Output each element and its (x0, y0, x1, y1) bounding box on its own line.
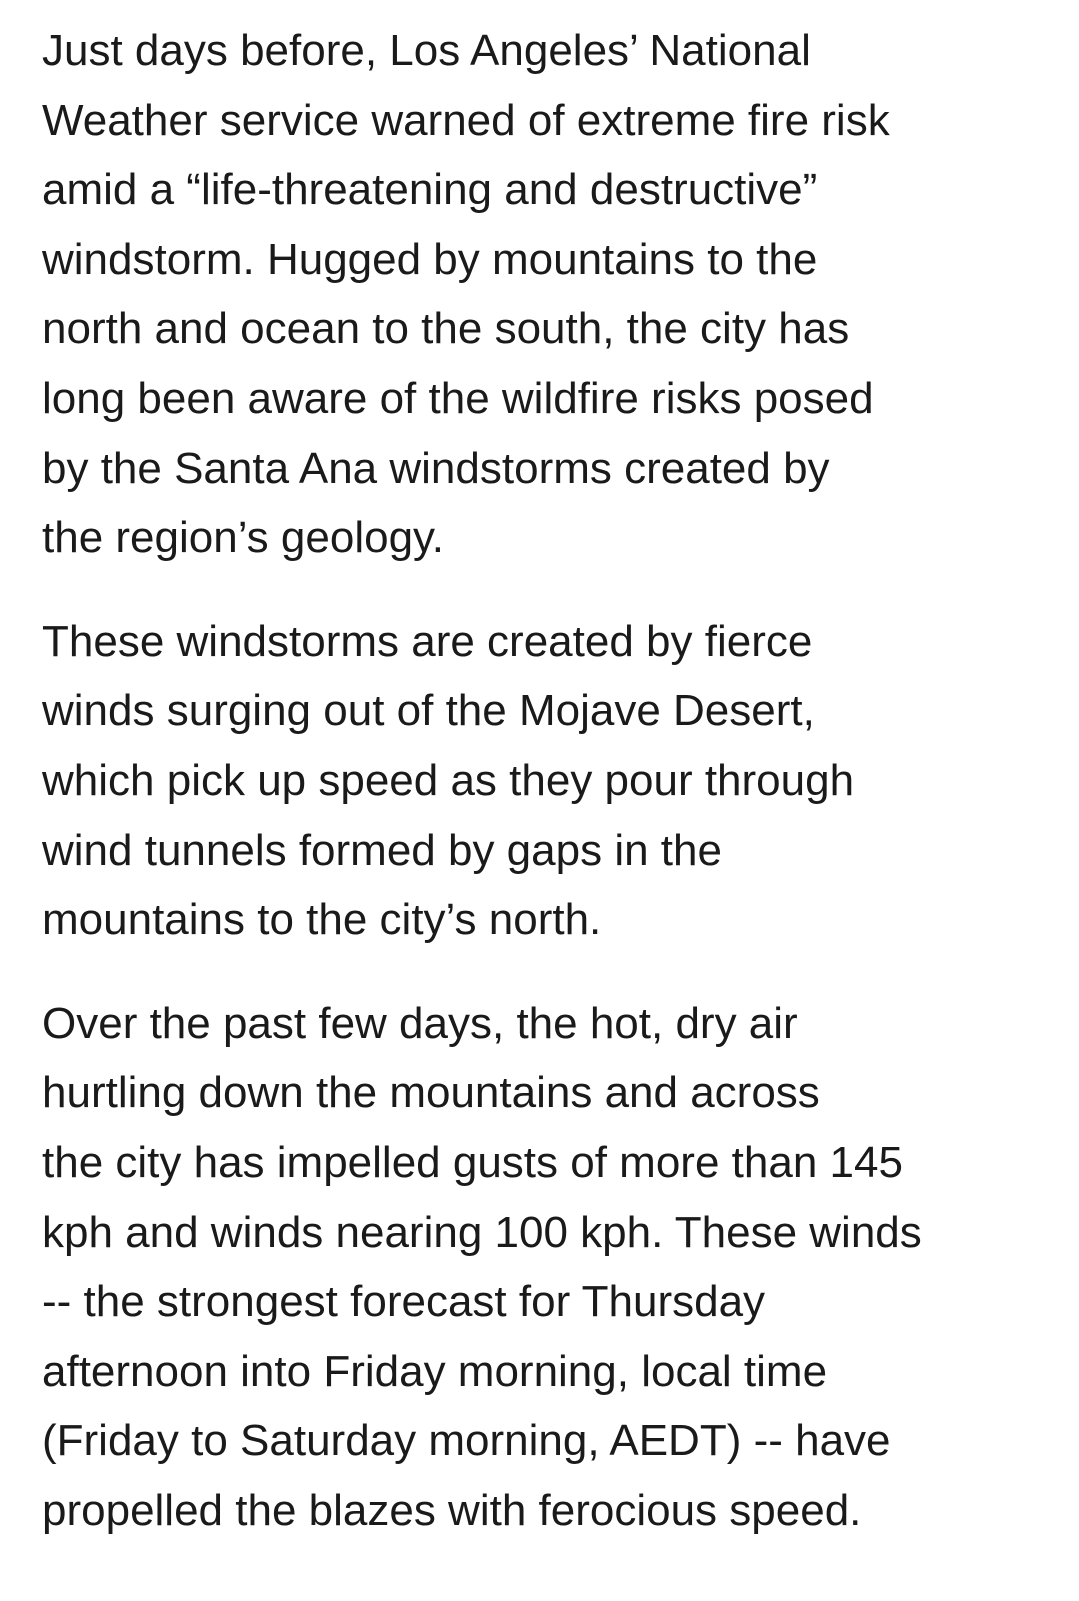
article-paragraph: Over the past few days, the hot, dry air hurtling down the mountains and across the city has impelled gusts of more than 145 kph and winds nearing 100 kph. These winds -- the strongest forecast for Thursday afternoon into Friday morning, local time (Friday to Saturday morning, AEDT) -- have propelled the blazes with ferocious speed. (42, 998, 922, 1535)
article-paragraph: Just days before, Los Angeles’ National Weather service warned of extreme fire risk amid a “life-threatening and destructive” windstorm. Hugged by mountains to the north and ocean to the south, the city has long been aware of the wildfire risks posed by the Santa Ana windstorms created by the region’s geology. (42, 26, 890, 563)
article-paragraph: These windstorms are created by fierce winds surging out of the Mojave Desert, which pick up speed as they pour through wind tunnels formed by gaps in the mountains to the city’s north. (42, 616, 855, 945)
article-body (42, 16, 1032, 1545)
